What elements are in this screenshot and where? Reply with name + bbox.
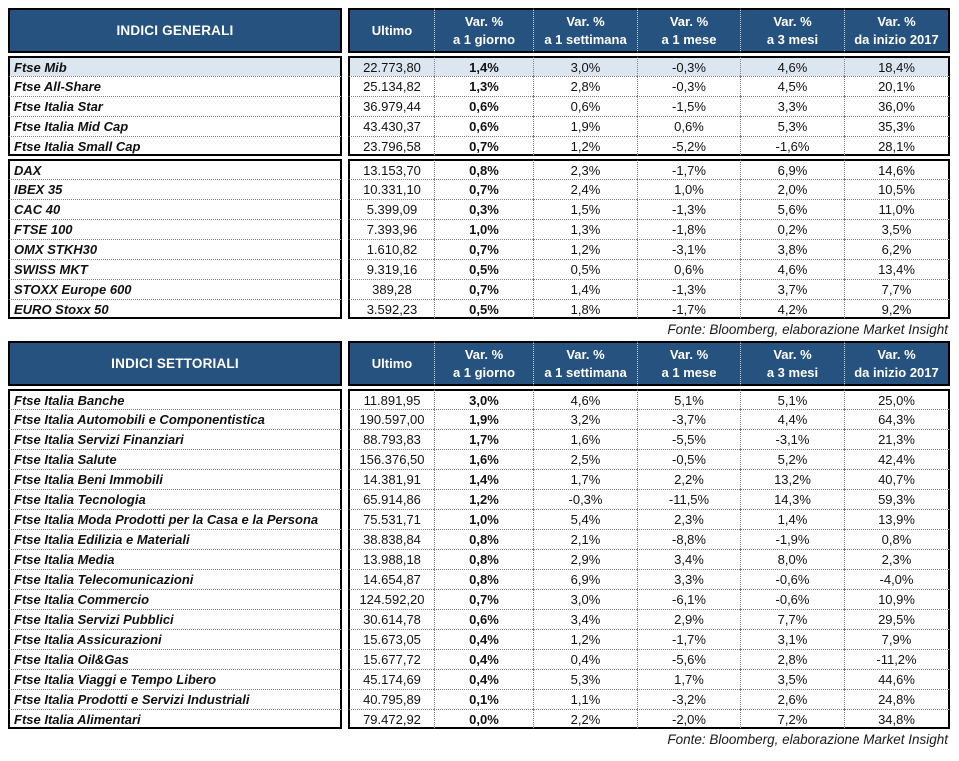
table-row [8, 569, 950, 589]
var-1-settimana-cell: 2,1% [533, 529, 637, 549]
table-row [8, 629, 950, 649]
var-1-giorno-cell: 0,7% [434, 136, 533, 156]
var-3-mesi-cell: 14,3% [740, 489, 844, 509]
var-1-mese-cell: -5,5% [637, 429, 740, 449]
ultimo-cell: 88.793,83 [348, 429, 434, 449]
var-1-settimana-cell: -0,3% [533, 489, 637, 509]
var-inizio-2017-cell: 25,0% [844, 389, 950, 409]
index-name-cell: Ftse Italia Banche [8, 389, 342, 409]
var-inizio-2017-cell: 11,0% [844, 199, 950, 219]
col-header-line1: Var. % [464, 346, 504, 362]
var-1-mese-cell: 2,2% [637, 469, 740, 489]
var-3-mesi-cell: 1,4% [740, 509, 844, 529]
row-group [8, 159, 950, 319]
col-header-line1: Var. % [669, 13, 709, 29]
var-inizio-2017-cell: 35,3% [844, 116, 950, 136]
var-1-giorno-cell: 0,6% [434, 609, 533, 629]
var-inizio-2017-cell: 29,5% [844, 609, 950, 629]
var-inizio-2017-cell: 9,2% [844, 299, 950, 319]
table-row [8, 259, 950, 279]
col-header-var-1-mese [637, 341, 740, 386]
ultimo-cell: 79.472,92 [348, 709, 434, 729]
var-1-settimana-cell: 3,4% [533, 609, 637, 629]
index-name-cell: SWISS MKT [8, 259, 342, 279]
col-header-line1: Var. % [877, 13, 916, 29]
ultimo-cell: 22.773,80 [348, 56, 434, 76]
col-header-line1: Var. % [773, 13, 812, 29]
var-3-mesi-cell: 4,6% [740, 56, 844, 76]
ultimo-cell: 15.673,05 [348, 629, 434, 649]
table-row [8, 549, 950, 569]
var-1-giorno-cell: 0,4% [434, 629, 533, 649]
col-header-line2: da inizio 2017 [854, 364, 939, 380]
var-1-mese-cell: -0,3% [637, 56, 740, 76]
var-1-giorno-cell: 0,7% [434, 179, 533, 199]
ultimo-cell: 65.914,86 [348, 489, 434, 509]
var-1-settimana-cell: 2,3% [533, 159, 637, 179]
table-row [8, 199, 950, 219]
var-3-mesi-cell: -1,6% [740, 136, 844, 156]
var-1-mese-cell: -2,0% [637, 709, 740, 729]
col-header-line2: a 1 mese [661, 364, 717, 380]
var-3-mesi-cell: 2,8% [740, 649, 844, 669]
index-name-cell: Ftse Italia Assicurazioni [8, 629, 342, 649]
col-header-var-1-settimana [533, 341, 637, 386]
var-1-settimana-cell: 3,0% [533, 56, 637, 76]
table-row [8, 449, 950, 469]
row-group [8, 56, 950, 156]
index-name-cell: STOXX Europe 600 [8, 279, 342, 299]
table-row [8, 669, 950, 689]
var-inizio-2017-cell: 18,4% [844, 56, 950, 76]
col-header-var-inizio-2017 [844, 8, 950, 53]
col-header-line2: a 3 mesi [766, 364, 819, 380]
table-row [8, 689, 950, 709]
var-3-mesi-cell: 7,7% [740, 609, 844, 629]
ultimo-cell: 14.381,91 [348, 469, 434, 489]
index-name-cell: DAX [8, 159, 342, 179]
row-group [8, 389, 950, 729]
var-1-mese-cell: 2,3% [637, 509, 740, 529]
var-1-settimana-cell: 2,4% [533, 179, 637, 199]
var-1-mese-cell: -11,5% [637, 489, 740, 509]
var-1-mese-cell: -0,3% [637, 76, 740, 96]
index-name-cell: Ftse Mib [8, 56, 342, 76]
table-row [8, 299, 950, 319]
var-3-mesi-cell: 4,6% [740, 259, 844, 279]
col-header-line1: Var. % [669, 346, 709, 362]
index-name-cell: Ftse Italia Salute [8, 449, 342, 469]
var-inizio-2017-cell: 10,9% [844, 589, 950, 609]
ultimo-cell: 40.795,89 [348, 689, 434, 709]
var-3-mesi-cell: 0,2% [740, 219, 844, 239]
var-1-mese-cell: 1,7% [637, 669, 740, 689]
indici-settoriali-table [8, 341, 950, 729]
var-1-mese-cell: -6,1% [637, 589, 740, 609]
col-header-label: Ultimo [371, 22, 413, 38]
var-1-settimana-cell: 4,6% [533, 389, 637, 409]
var-3-mesi-cell: -0,6% [740, 589, 844, 609]
var-3-mesi-cell: 2,6% [740, 689, 844, 709]
table-row [8, 76, 950, 96]
var-1-settimana-cell: 5,3% [533, 669, 637, 689]
var-1-mese-cell: -0,5% [637, 449, 740, 469]
var-inizio-2017-cell: 34,8% [844, 709, 950, 729]
var-1-mese-cell: -5,2% [637, 136, 740, 156]
var-inizio-2017-cell: 3,5% [844, 219, 950, 239]
col-header-line2: da inizio 2017 [854, 31, 939, 47]
var-1-settimana-cell: 1,3% [533, 219, 637, 239]
table-row [8, 709, 950, 729]
var-inizio-2017-cell: 13,4% [844, 259, 950, 279]
ultimo-cell: 124.592,20 [348, 589, 434, 609]
var-inizio-2017-cell: 10,5% [844, 179, 950, 199]
var-inizio-2017-cell: 42,4% [844, 449, 950, 469]
var-1-settimana-cell: 1,4% [533, 279, 637, 299]
var-3-mesi-cell: 4,5% [740, 76, 844, 96]
col-header-ultimo [348, 341, 434, 386]
var-1-giorno-cell: 1,4% [434, 469, 533, 489]
index-name-cell: Ftse Italia Automobili e Componentistica [8, 409, 342, 429]
var-1-settimana-cell: 1,2% [533, 629, 637, 649]
var-1-giorno-cell: 1,4% [434, 56, 533, 76]
var-1-giorno-cell: 0,5% [434, 259, 533, 279]
ultimo-cell: 25.134,82 [348, 76, 434, 96]
table-row [8, 136, 950, 156]
ultimo-cell: 1.610,82 [348, 239, 434, 259]
table-row [8, 179, 950, 199]
var-1-settimana-cell: 1,6% [533, 429, 637, 449]
table-title: INDICI SETTORIALI [8, 341, 342, 386]
var-1-mese-cell: 2,9% [637, 609, 740, 629]
var-3-mesi-cell: 3,7% [740, 279, 844, 299]
table-row [8, 159, 950, 179]
var-3-mesi-cell: 8,0% [740, 549, 844, 569]
table-header-row [8, 341, 950, 386]
col-header-var-3-mesi [740, 341, 844, 386]
var-1-giorno-cell: 0,6% [434, 116, 533, 136]
var-1-settimana-cell: 2,8% [533, 76, 637, 96]
ultimo-cell: 9.319,16 [348, 259, 434, 279]
index-name-cell: EURO Stoxx 50 [8, 299, 342, 319]
var-inizio-2017-cell: 24,8% [844, 689, 950, 709]
index-name-cell: Ftse Italia Moda Prodotti per la Casa e la Persona [8, 509, 342, 529]
var-3-mesi-cell: 5,2% [740, 449, 844, 469]
table-row [8, 429, 950, 449]
index-name-cell: Ftse Italia Alimentari [8, 709, 342, 729]
var-1-settimana-cell: 3,2% [533, 409, 637, 429]
var-1-settimana-cell: 2,9% [533, 549, 637, 569]
var-3-mesi-cell: 4,4% [740, 409, 844, 429]
var-inizio-2017-cell: 7,9% [844, 629, 950, 649]
var-1-mese-cell: -5,6% [637, 649, 740, 669]
var-1-giorno-cell: 0,8% [434, 569, 533, 589]
var-1-giorno-cell: 0,8% [434, 529, 533, 549]
var-3-mesi-cell: 5,6% [740, 199, 844, 219]
index-name-cell: Ftse Italia Beni Immobili [8, 469, 342, 489]
col-header-line1: Var. % [877, 346, 916, 362]
table-title: INDICI GENERALI [8, 8, 342, 53]
var-inizio-2017-cell: 40,7% [844, 469, 950, 489]
index-name-cell: Ftse Italia Servizi Pubblici [8, 609, 342, 629]
index-name-cell: Ftse Italia Viaggi e Tempo Libero [8, 669, 342, 689]
var-1-mese-cell: -3,7% [637, 409, 740, 429]
var-1-giorno-cell: 1,7% [434, 429, 533, 449]
index-name-cell: Ftse Italia Tecnologia [8, 489, 342, 509]
var-inizio-2017-cell: 21,3% [844, 429, 950, 449]
index-name-cell: Ftse Italia Telecomunicazioni [8, 569, 342, 589]
var-inizio-2017-cell: 44,6% [844, 669, 950, 689]
col-header-var-1-giorno [434, 8, 533, 53]
var-1-settimana-cell: 1,5% [533, 199, 637, 219]
var-1-giorno-cell: 0,4% [434, 649, 533, 669]
ultimo-cell: 38.838,84 [348, 529, 434, 549]
ultimo-cell: 3.592,23 [348, 299, 434, 319]
ultimo-cell: 14.654,87 [348, 569, 434, 589]
col-header-line2: a 1 mese [661, 31, 717, 47]
var-inizio-2017-cell: -4,0% [844, 569, 950, 589]
col-header-var-3-mesi [740, 8, 844, 53]
var-1-giorno-cell: 1,2% [434, 489, 533, 509]
var-3-mesi-cell: 5,1% [740, 389, 844, 409]
var-1-settimana-cell: 1,1% [533, 689, 637, 709]
index-name-cell: OMX STKH30 [8, 239, 342, 259]
var-1-settimana-cell: 2,5% [533, 449, 637, 469]
var-1-giorno-cell: 0,6% [434, 96, 533, 116]
indici-generali-table [8, 8, 950, 319]
ultimo-cell: 13.988,18 [348, 549, 434, 569]
var-3-mesi-cell: -0,6% [740, 569, 844, 589]
col-header-ultimo [348, 8, 434, 53]
var-1-settimana-cell: 3,0% [533, 589, 637, 609]
var-1-giorno-cell: 0,8% [434, 549, 533, 569]
var-1-settimana-cell: 1,2% [533, 136, 637, 156]
var-1-giorno-cell: 0,7% [434, 589, 533, 609]
var-1-giorno-cell: 0,4% [434, 669, 533, 689]
table-row [8, 609, 950, 629]
col-header-line2: a 3 mesi [766, 31, 819, 47]
table-row [8, 489, 950, 509]
col-header-line1: Var. % [566, 346, 605, 362]
index-name-cell: FTSE 100 [8, 219, 342, 239]
var-1-giorno-cell: 1,9% [434, 409, 533, 429]
col-header-var-1-settimana [533, 8, 637, 53]
var-1-settimana-cell: 1,7% [533, 469, 637, 489]
table-header-row [8, 8, 950, 53]
col-header-line2: a 1 settimana [544, 31, 627, 47]
var-1-giorno-cell: 0,7% [434, 279, 533, 299]
var-3-mesi-cell: 3,8% [740, 239, 844, 259]
table-row [8, 409, 950, 429]
var-1-mese-cell: -3,1% [637, 239, 740, 259]
ultimo-cell: 23.796,58 [348, 136, 434, 156]
index-name-cell: Ftse Italia Commercio [8, 589, 342, 609]
var-inizio-2017-cell: 59,3% [844, 489, 950, 509]
var-1-mese-cell: -1,7% [637, 629, 740, 649]
source-note: Fonte: Bloomberg, elaborazione Market Insight [667, 732, 948, 747]
ultimo-cell: 5.399,09 [348, 199, 434, 219]
table-row [8, 96, 950, 116]
var-inizio-2017-cell: -11,2% [844, 649, 950, 669]
var-1-mese-cell: -1,5% [637, 96, 740, 116]
ultimo-cell: 10.331,10 [348, 179, 434, 199]
var-1-mese-cell: 0,6% [637, 259, 740, 279]
var-3-mesi-cell: 4,2% [740, 299, 844, 319]
index-name-cell: IBEX 35 [8, 179, 342, 199]
var-1-mese-cell: 1,0% [637, 179, 740, 199]
var-3-mesi-cell: 3,3% [740, 96, 844, 116]
ultimo-cell: 156.376,50 [348, 449, 434, 469]
var-1-giorno-cell: 1,0% [434, 219, 533, 239]
ultimo-cell: 11.891,95 [348, 389, 434, 409]
var-1-settimana-cell: 0,4% [533, 649, 637, 669]
source-note: Fonte: Bloomberg, elaborazione Market Insight [667, 322, 948, 337]
index-name-cell: Ftse Italia Star [8, 96, 342, 116]
var-3-mesi-cell: 7,2% [740, 709, 844, 729]
var-inizio-2017-cell: 20,1% [844, 76, 950, 96]
col-header-line1: Var. % [773, 346, 812, 362]
var-inizio-2017-cell: 0,8% [844, 529, 950, 549]
index-name-cell: Ftse Italia Servizi Finanziari [8, 429, 342, 449]
col-header-var-inizio-2017 [844, 341, 950, 386]
col-header-line1: Var. % [464, 13, 504, 29]
var-1-mese-cell: 3,3% [637, 569, 740, 589]
col-header-line2: a 1 giorno [452, 364, 516, 380]
table-row [8, 56, 950, 76]
ultimo-cell: 36.979,44 [348, 96, 434, 116]
col-header-line2: a 1 settimana [544, 364, 627, 380]
var-1-settimana-cell: 6,9% [533, 569, 637, 589]
var-3-mesi-cell: 2,0% [740, 179, 844, 199]
var-3-mesi-cell: 6,9% [740, 159, 844, 179]
table-row [8, 239, 950, 259]
var-1-giorno-cell: 1,3% [434, 76, 533, 96]
var-inizio-2017-cell: 28,1% [844, 136, 950, 156]
var-inizio-2017-cell: 6,2% [844, 239, 950, 259]
var-1-settimana-cell: 1,9% [533, 116, 637, 136]
index-name-cell: Ftse Italia Mid Cap [8, 116, 342, 136]
ultimo-cell: 15.677,72 [348, 649, 434, 669]
var-1-mese-cell: -8,8% [637, 529, 740, 549]
table-row [8, 529, 950, 549]
var-inizio-2017-cell: 14,6% [844, 159, 950, 179]
table-row [8, 389, 950, 409]
var-inizio-2017-cell: 64,3% [844, 409, 950, 429]
var-1-mese-cell: -1,3% [637, 199, 740, 219]
var-1-mese-cell: 0,6% [637, 116, 740, 136]
var-1-mese-cell: 5,1% [637, 389, 740, 409]
table-row [8, 279, 950, 299]
table-row [8, 116, 950, 136]
ultimo-cell: 190.597,00 [348, 409, 434, 429]
var-3-mesi-cell: 3,1% [740, 629, 844, 649]
var-1-giorno-cell: 0,8% [434, 159, 533, 179]
ultimo-cell: 75.531,71 [348, 509, 434, 529]
var-1-settimana-cell: 1,2% [533, 239, 637, 259]
table-row [8, 469, 950, 489]
var-1-giorno-cell: 0,7% [434, 239, 533, 259]
var-1-giorno-cell: 0,5% [434, 299, 533, 319]
var-3-mesi-cell: -3,1% [740, 429, 844, 449]
var-3-mesi-cell: -1,9% [740, 529, 844, 549]
index-name-cell: Ftse Italia Oil&Gas [8, 649, 342, 669]
index-name-cell: Ftse Italia Media [8, 549, 342, 569]
table-row [8, 589, 950, 609]
var-3-mesi-cell: 13,2% [740, 469, 844, 489]
var-1-giorno-cell: 3,0% [434, 389, 533, 409]
var-1-settimana-cell: 0,6% [533, 96, 637, 116]
var-1-giorno-cell: 0,1% [434, 689, 533, 709]
ultimo-cell: 30.614,78 [348, 609, 434, 629]
var-1-settimana-cell: 1,8% [533, 299, 637, 319]
var-inizio-2017-cell: 13,9% [844, 509, 950, 529]
col-header-var-1-mese [637, 8, 740, 53]
col-header-label: Ultimo [371, 355, 413, 371]
var-1-giorno-cell: 1,0% [434, 509, 533, 529]
var-1-giorno-cell: 0,3% [434, 199, 533, 219]
var-3-mesi-cell: 3,5% [740, 669, 844, 689]
col-header-line2: a 1 giorno [452, 31, 516, 47]
ultimo-cell: 43.430,37 [348, 116, 434, 136]
var-1-giorno-cell: 0,0% [434, 709, 533, 729]
var-1-mese-cell: -1,7% [637, 299, 740, 319]
table-row [8, 649, 950, 669]
index-name-cell: Ftse All-Share [8, 76, 342, 96]
var-1-mese-cell: -1,3% [637, 279, 740, 299]
var-inizio-2017-cell: 36,0% [844, 96, 950, 116]
var-3-mesi-cell: 5,3% [740, 116, 844, 136]
ultimo-cell: 13.153,70 [348, 159, 434, 179]
ultimo-cell: 45.174,69 [348, 669, 434, 689]
index-name-cell: Ftse Italia Edilizia e Materiali [8, 529, 342, 549]
ultimo-cell: 389,28 [348, 279, 434, 299]
var-1-mese-cell: -1,7% [637, 159, 740, 179]
var-1-giorno-cell: 1,6% [434, 449, 533, 469]
index-name-cell: CAC 40 [8, 199, 342, 219]
index-name-cell: Ftse Italia Prodotti e Servizi Industriali [8, 689, 342, 709]
var-1-settimana-cell: 0,5% [533, 259, 637, 279]
index-name-cell: Ftse Italia Small Cap [8, 136, 342, 156]
var-1-mese-cell: 3,4% [637, 549, 740, 569]
var-1-settimana-cell: 5,4% [533, 509, 637, 529]
var-inizio-2017-cell: 7,7% [844, 279, 950, 299]
col-header-var-1-giorno [434, 341, 533, 386]
table-row [8, 509, 950, 529]
var-1-settimana-cell: 2,2% [533, 709, 637, 729]
table-row [8, 219, 950, 239]
var-1-mese-cell: -1,8% [637, 219, 740, 239]
var-inizio-2017-cell: 2,3% [844, 549, 950, 569]
col-header-line1: Var. % [566, 13, 605, 29]
ultimo-cell: 7.393,96 [348, 219, 434, 239]
var-1-mese-cell: -3,2% [637, 689, 740, 709]
